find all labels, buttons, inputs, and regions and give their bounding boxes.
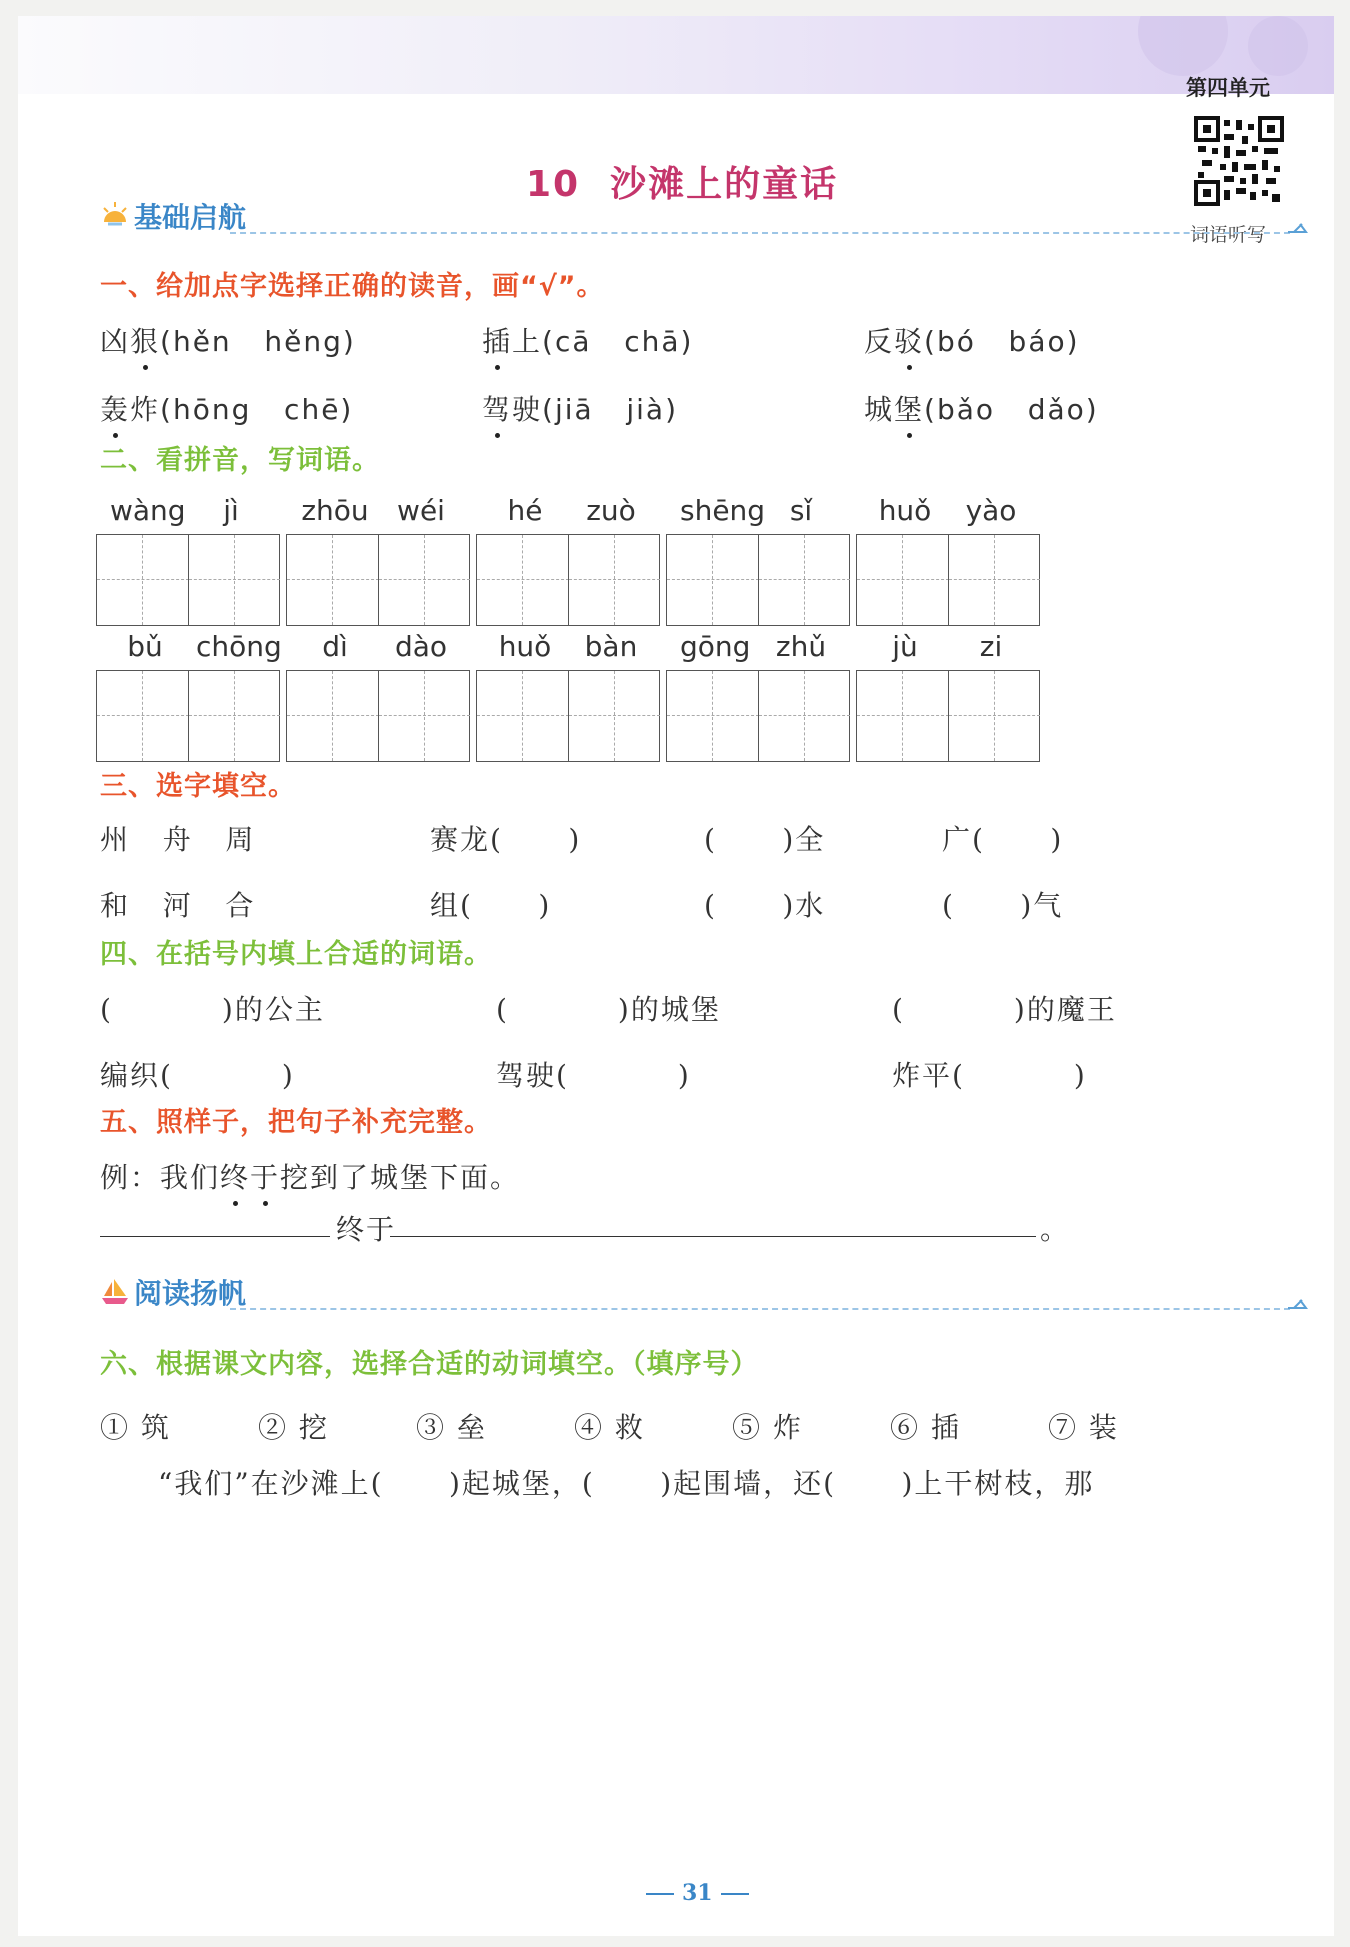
q3-blank[interactable]: ( )水 [704,889,826,922]
question-4-title: 四、在括号内填上合适的词语。 [100,939,492,970]
lesson-number: 10 [526,164,581,205]
pinyin-syllable: dì [322,630,348,663]
q4-blank[interactable]: ( )的公主 [100,993,325,1026]
pinyin-syllable: shēng [680,494,766,527]
pinyin-syllable: jì [223,494,239,527]
decoration [1248,16,1308,76]
q3-blank[interactable]: 组( ) [430,889,552,922]
section-header-basic [100,196,1310,236]
question-1-title: 一、给加点字选择正确的读音，画“√”。 [100,271,605,302]
q6-option: ⑥ 插 [890,1411,961,1444]
q4-blank[interactable]: 编织( ) [100,1059,295,1092]
q3-blank[interactable]: ( )气 [942,889,1064,922]
q6-option: ⑤ 炸 [732,1411,803,1444]
writing-grid[interactable] [476,534,660,626]
q3-blank[interactable]: ( )全 [704,823,826,856]
pinyin-syllable: bàn [584,630,638,663]
answer-line[interactable] [390,1236,1036,1237]
q4-blank[interactable]: 驾驶( ) [496,1059,691,1092]
q6-sentence: “我们”在沙滩上( )起城堡，( )起围墙，还( )上干树枝，那 [158,1467,1095,1500]
section-title: 基础启航 [134,201,247,234]
pinyin-syllable: huǒ [498,630,552,663]
qr-caption: 词语听写 [1190,224,1267,246]
pinyin-syllable: chōng [196,630,282,663]
q3-chars: 州 舟 周 [100,823,256,856]
pinyin-syllable: bǔ [127,630,163,663]
writing-grid[interactable] [856,670,1040,762]
writing-grid[interactable] [286,670,470,762]
section-header-reading [100,1272,1310,1312]
q1-item: 插上(cā chā) [482,325,694,358]
q4-blank[interactable]: 炸平( ) [892,1059,1087,1092]
q6-option: ④ 救 [574,1411,645,1444]
sun-icon [100,200,130,230]
q3-blank[interactable]: 赛龙( ) [430,823,582,856]
unit-label: 第四单元 [1186,76,1270,100]
qr-code-icon[interactable] [1194,116,1284,206]
pinyin-syllable: zhōu [301,494,369,527]
divider [230,232,1290,234]
arrow-icon [1288,1296,1310,1310]
pinyin-syllable: wàng [110,494,186,527]
page-number: 31 [638,1880,757,1906]
header-band [18,16,1334,94]
q5-fill-end: 。 [1040,1213,1071,1246]
pinyin-syllable: zhǔ [775,630,827,663]
writing-grid[interactable] [666,670,850,762]
pinyin-syllable: wéi [397,494,445,527]
q4-blank[interactable]: ( )的城堡 [496,993,721,1026]
section-title: 阅读扬帆 [134,1277,247,1310]
q4-blank[interactable]: ( )的魔王 [892,993,1117,1026]
answer-line[interactable] [100,1236,330,1237]
question-6-title: 六、根据课文内容，选择合适的动词填空。（填序号） [100,1349,759,1380]
q6-option: ⑦ 装 [1048,1411,1119,1444]
lesson-title-text: 沙滩上的童话 [610,164,839,205]
q1-item: 反驳(bó báo) [864,325,1080,358]
pinyin-syllable: hé [507,494,543,527]
pinyin-syllable: sǐ [789,494,813,527]
pinyin-syllable: huǒ [878,494,932,527]
pinyin-syllable: dào [394,630,448,663]
q1-item: 凶狠(hěn hěng) [100,325,356,358]
q5-fill-middle: 终于 [336,1213,397,1246]
pinyin-syllable: zi [979,630,1003,663]
sailboat-icon [100,1276,130,1306]
pinyin-syllable: zuò [586,494,636,527]
q3-blank[interactable]: 广( ) [942,823,1064,856]
pinyin-syllable: jù [892,630,918,663]
question-2-title: 二、看拼音，写词语。 [100,445,380,476]
q6-option: ③ 垒 [416,1411,487,1444]
writing-grid[interactable] [286,534,470,626]
writing-grid[interactable] [856,534,1040,626]
q1-item: 轰炸(hōng chē) [100,393,354,426]
pinyin-syllable: yào [965,494,1017,527]
q1-item: 城堡(bǎo dǎo) [864,393,1099,426]
worksheet-page [18,16,1334,1936]
divider [230,1308,1290,1310]
q6-option: ② 挖 [258,1411,329,1444]
writing-grid[interactable] [96,670,280,762]
question-3-title: 三、选字填空。 [100,771,296,802]
writing-grid[interactable] [96,534,280,626]
writing-grid[interactable] [666,534,850,626]
pinyin-syllable: gōng [680,630,751,663]
q5-example: 例：我们终于挖到了城堡下面。 [100,1161,521,1194]
q6-option: ① 筑 [100,1411,171,1444]
writing-grid[interactable] [476,670,660,762]
q1-item: 驾驶(jiā jià) [482,393,679,426]
question-5-title: 五、照样子，把句子补充完整。 [100,1107,492,1138]
q3-chars: 和 河 合 [100,889,256,922]
arrow-icon [1288,220,1310,234]
